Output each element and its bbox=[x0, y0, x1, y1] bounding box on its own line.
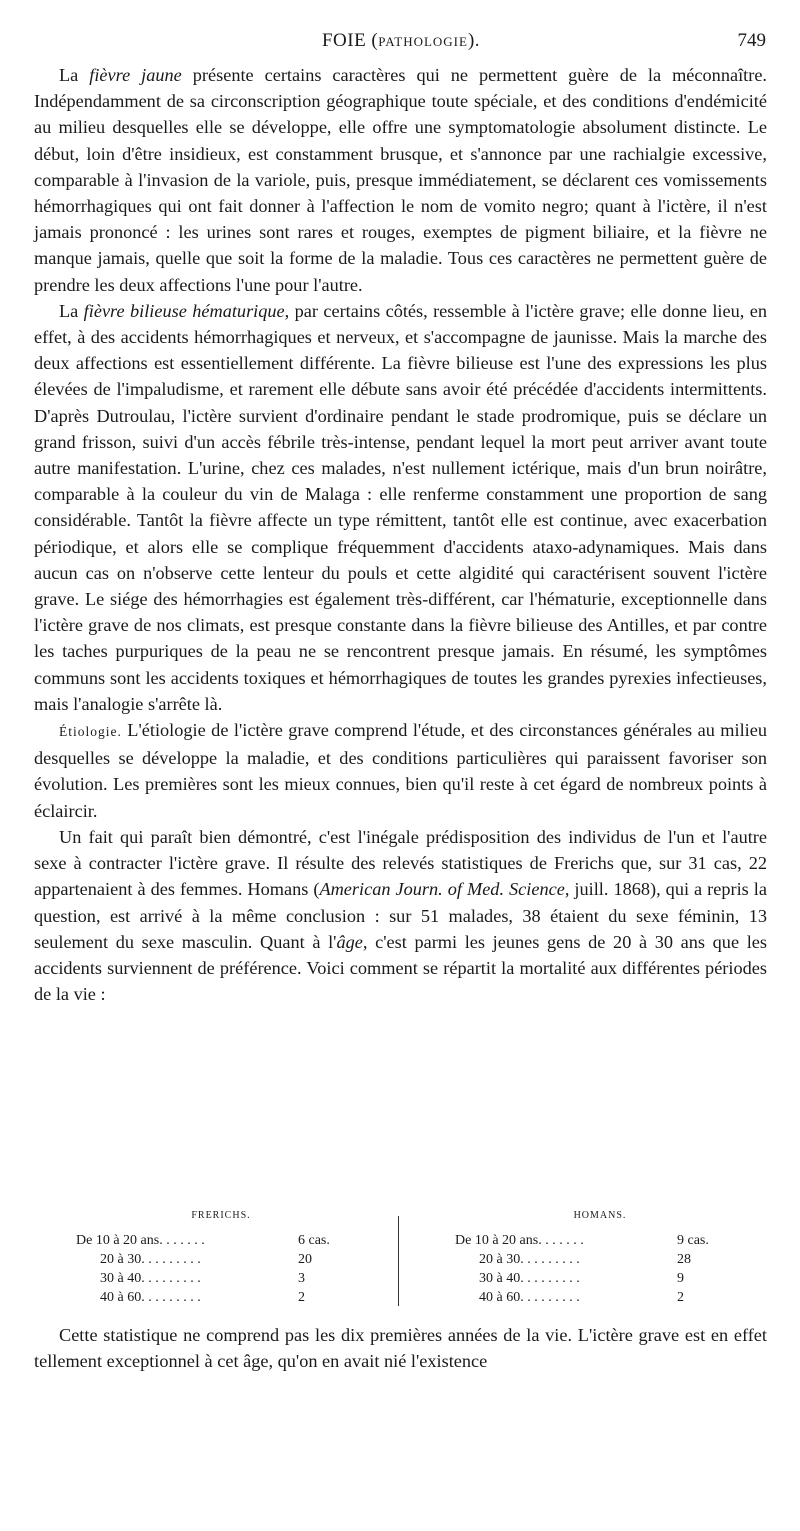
table-heading: HOMANS. bbox=[573, 1210, 627, 1221]
table-row: 20 à 30. . . . . . . . . 28 bbox=[479, 1252, 691, 1267]
table-row: 30 à 40. . . . . . . . . 3 bbox=[100, 1271, 305, 1286]
paragraph-fievre-jaune: La fièvre jaune présente certains caractères qui ne permettent guère de la méconnaître. Indépendamment de sa circonscription géographique toute spéciale, et des conditions d'endémicité au milieu desquelles elle se développe, elle offre une symptomatologie absolument distincte. Le début, loin d'être insidieux, est constamment brusque, et s'annonce par une rachialgie excessive, comparable à l'invasion de la variole, puis, presque immédiatement, se déclarent ces vomissements hémorrhagiques qui ont fait donner à l'affection le nom de vomito negro; quant à l'ictère, il n'est jamais prononcé : les urines sont rares et rouges, exemptes de pigment biliaire, et la fièvre ne manque jamais, quelle que soit la forme de la maladie. Tous ces caractères ne permettent guère de prendre les deux affections l'une pour l'autre. bbox=[34, 65, 768, 295]
body-text-continued bbox=[34, 1322, 767, 1374]
table-row: 40 à 60. . . . . . . . . 2 bbox=[479, 1290, 684, 1305]
paragraph-etiologie: Étiologie. L'étiologie de l'ictère grave comprend l'étude, et des circonstances générales au milieu desquelles se développe la maladie, et des conditions particulières qui paraissent favoriser son évolution. Les premières sont les mieux connues, bien qu'il reste à cet égard de nombreux points à éclaircir. bbox=[34, 720, 767, 821]
table-divider bbox=[398, 1216, 399, 1306]
table-row: 20 à 30. . . . . . . . . 20 bbox=[100, 1252, 312, 1267]
table-frerichs bbox=[76, 1206, 366, 1307]
table-row: De 10 à 20 ans. . . . . . . 6 cas. bbox=[76, 1233, 330, 1248]
paragraph-statistique: Cette statistique ne comprend pas les dix premières années de la vie. L'ictère grave est en effet tellement exceptionnel à cet âge, qu'on en avait nié l'existence bbox=[34, 1325, 767, 1372]
section-heading: Étiologie. bbox=[59, 724, 122, 740]
paragraph-sexe-age: Un fait qui paraît bien démontré, c'est l'inégale prédisposition des individus de l'un et l'autre sexe à contracter l'ictère grave. Il résulte des relevés statistiques de Frerichs que, sur 31 cas, 22 appartenaient à des femmes. Homans (American Journ. of Med. Science, juill. 1868), qui a repris la question, est arrivé à la même conclusion : sur 51 malades, 38 étaient du sexe féminin, 13 seulement du sexe masculin. Quant à l'âge, c'est parmi les jeunes gens de 20 à 30 ans que les accidents surviennent de préférence. Voici comment se répartit la mortalité aux différentes périodes de la vie : bbox=[34, 826, 768, 1005]
page-number: 749 bbox=[737, 30, 766, 51]
table-row: De 10 à 20 ans. . . . . . . 9 cas. bbox=[455, 1233, 709, 1248]
table-homans bbox=[455, 1206, 745, 1307]
table-row: 30 à 40. . . . . . . . . 9 bbox=[479, 1271, 684, 1286]
table-row: 40 à 60. . . . . . . . . 2 bbox=[100, 1290, 305, 1305]
mortality-tables bbox=[60, 1206, 750, 1306]
page-header bbox=[36, 30, 766, 56]
running-title: FOIE (PATHOLOGIE). bbox=[321, 30, 481, 51]
paragraph-fievre-bilieuse: La fièvre bilieuse hématurique, par certains côtés, ressemble à l'ictère grave; elle donne lieu, en effet, à des accidents hémorrhagiques et nerveux, et s'accompagne de jaunisse. Mais la marche des deux affections est essentiellement différente. La fièvre bilieuse est l'une des expressions les plus élevées de l'impaludisme, et rarement elle débute sans avoir été précédée d'accidents intermittents. D'après Dutroulau, l'ictère survient d'ordinaire pendant le stade prodromique, puis se déclare un grand frisson, suivi d'un accès fébrile très-intense, pendant lequel la mort peut arriver avant toute autre manifestation. L'urine, chez ces malades, n'est nullement ictérique, mais d'un brun noirâtre, comparable à la couleur du vin de Malaga : elle renferme constamment une proportion de sang considérable. Tantôt la fièvre affecte un type rémittent, tantôt elle est continue, avec exacerbation périodique, et alors elle se complique fréquemment d'accidents ataxo-adynamiques. Mais dans aucun cas on n'observe cette lenteur du pouls et cette algidité qui caractérisent souvent l'ictère grave. Le siége des hémorrhagies est également très-différent, car l'hématurie, exceptionnelle dans l'ictère grave de nos climats, est presque constante dans la fièvre bilieuse des Antilles, et par contre les taches purpuriques de la peau ne se rencontrent presque jamais. En résumé, les symptômes communs sont les accidents toxiques et hémorrhagiques de toutes les grandes pyrexies infectieuses, mais l'analogie s'arrête là. bbox=[34, 300, 767, 714]
table-heading: FRERICHS. bbox=[191, 1210, 251, 1221]
body-text bbox=[34, 62, 767, 1007]
